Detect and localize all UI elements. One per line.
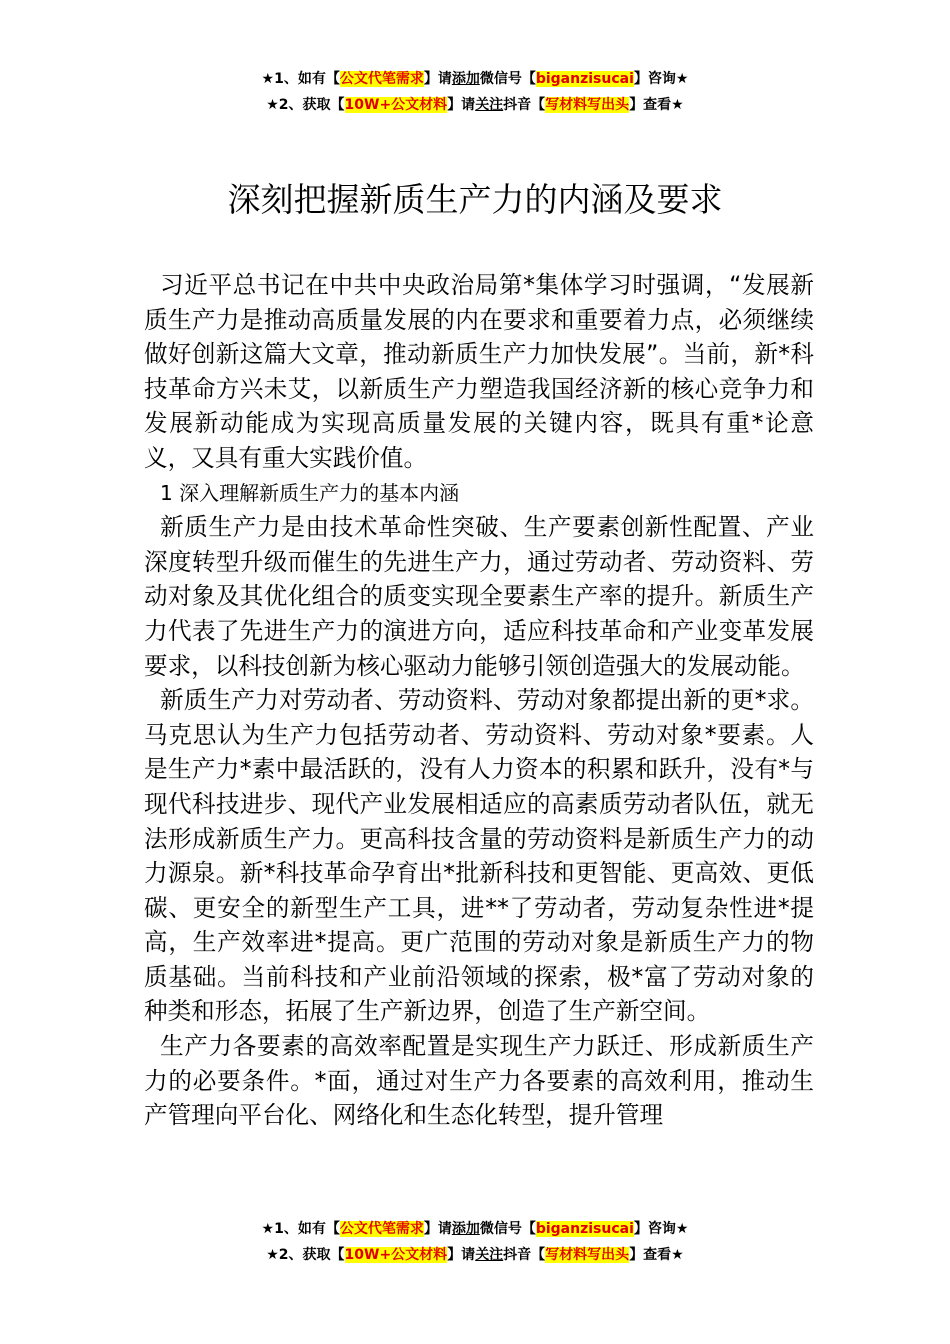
- banner-line-1: [0, 1216, 950, 1242]
- banner-text: 】请: [447, 1247, 476, 1263]
- paragraph: 习近平总书记在中共中央政治局第*集体学习时强调，“发展新质生产力是推动高质量发展的内在要求和重要着力点，必须继续做好创新这篇大文章，推动新质生产力加快发展”。当前，新*科技革命方兴未艾，以新质生产力塑造我国经济新的核心竞争力和发展新动能成为实现高质量发展的关键内容，既具有重*论意义，又具有重大实践价值。: [144, 271, 814, 472]
- banner-highlight: 公文代笔需求: [339, 71, 424, 87]
- banner-highlight: 10W+公文材料: [344, 97, 448, 113]
- section-heading: 1 深入理解新质生产力的基本内涵: [160, 480, 460, 505]
- banner-text: 】查看★: [629, 97, 684, 113]
- banner-text: 微信号【: [479, 71, 536, 87]
- banner-highlight: biganzisucai: [535, 1221, 634, 1237]
- banner-underline: 关注: [475, 97, 504, 113]
- banner-underline: 关注: [475, 1247, 504, 1263]
- banner-text: 】请: [447, 97, 476, 113]
- banner-line-2: [0, 92, 950, 118]
- banner-line-1: [0, 66, 950, 92]
- document-title: 深刻把握新质生产力的内涵及要求: [227, 180, 723, 219]
- banner-text: ★2、获取【: [266, 1247, 345, 1263]
- banner-text: 】咨询★: [633, 1221, 689, 1237]
- banner-highlight: biganzisucai: [535, 71, 634, 87]
- banner-text: 】请: [423, 1221, 452, 1237]
- banner-text: ★2、获取【: [266, 97, 345, 113]
- banner-highlight: 公文代笔需求: [339, 1221, 424, 1237]
- banner-highlight: 写材料写出头: [545, 1247, 630, 1263]
- banner-highlight: 写材料写出头: [545, 97, 630, 113]
- banner-text: 】请: [423, 71, 452, 87]
- paragraph: 新质生产力对劳动者、劳动资料、劳动对象都提出新的更*求。马克思认为生产力包括劳动者、劳动资料、劳动对象*要素。人是生产力*素中最活跃的，没有人力资本的积累和跃升，没有*与现代科技进步、现代产业发展相适应的高素质劳动者队伍，就无法形成新质生产力。更高科技含量的劳动资料是新质生产力的动力源泉。新*科技革命孕育出*批新科技和更智能、更高效、更低碳、更安全的新型生产工具，进**了劳动者，劳动复杂性进*提高，生产效率进*提高。更广范围的劳动对象是新质生产力的物质基础。当前科技和产业前沿领域的探索，极*富了劳动对象的种类和形态，拓展了生产新边界，创造了生产新空间。: [144, 686, 814, 1026]
- footer-banner: [0, 1216, 950, 1268]
- paragraph: 生产力各要素的高效率配置是实现生产力跃迁、形成新质生产力的必要条件。*面，通过对生产力各要素的高效利用，推动生产管理向平台化、网络化和生态化转型，提升管理: [144, 1032, 814, 1130]
- banner-highlight: 10W+公文材料: [344, 1247, 448, 1263]
- banner-underline: 添加: [451, 1221, 480, 1237]
- banner-underline: 添加: [451, 71, 480, 87]
- banner-text: 】咨询★: [633, 71, 689, 87]
- banner-text: 抖音【: [503, 1247, 546, 1263]
- banner-text: 微信号【: [479, 1221, 536, 1237]
- header-banner: [0, 66, 950, 118]
- document-body: [144, 268, 814, 1133]
- paragraph: 新质生产力是由技术革命性突破、生产要素创新性配置、产业深度转型升级而催生的先进生产力，通过劳动者、劳动资料、劳动对象及其优化组合的质变实现全要素生产率的提升。新质生产力代表了先进生产力的演进方向，适应科技革命和产业变革发展要求，以科技创新为核心驱动力能够引领创造强大的发展动能。: [144, 513, 814, 680]
- banner-text: 】查看★: [629, 1247, 684, 1263]
- banner-text: ★1、如有【: [261, 1221, 340, 1237]
- banner-line-2: [0, 1242, 950, 1268]
- banner-text: ★1、如有【: [261, 71, 340, 87]
- banner-text: 抖音【: [503, 97, 546, 113]
